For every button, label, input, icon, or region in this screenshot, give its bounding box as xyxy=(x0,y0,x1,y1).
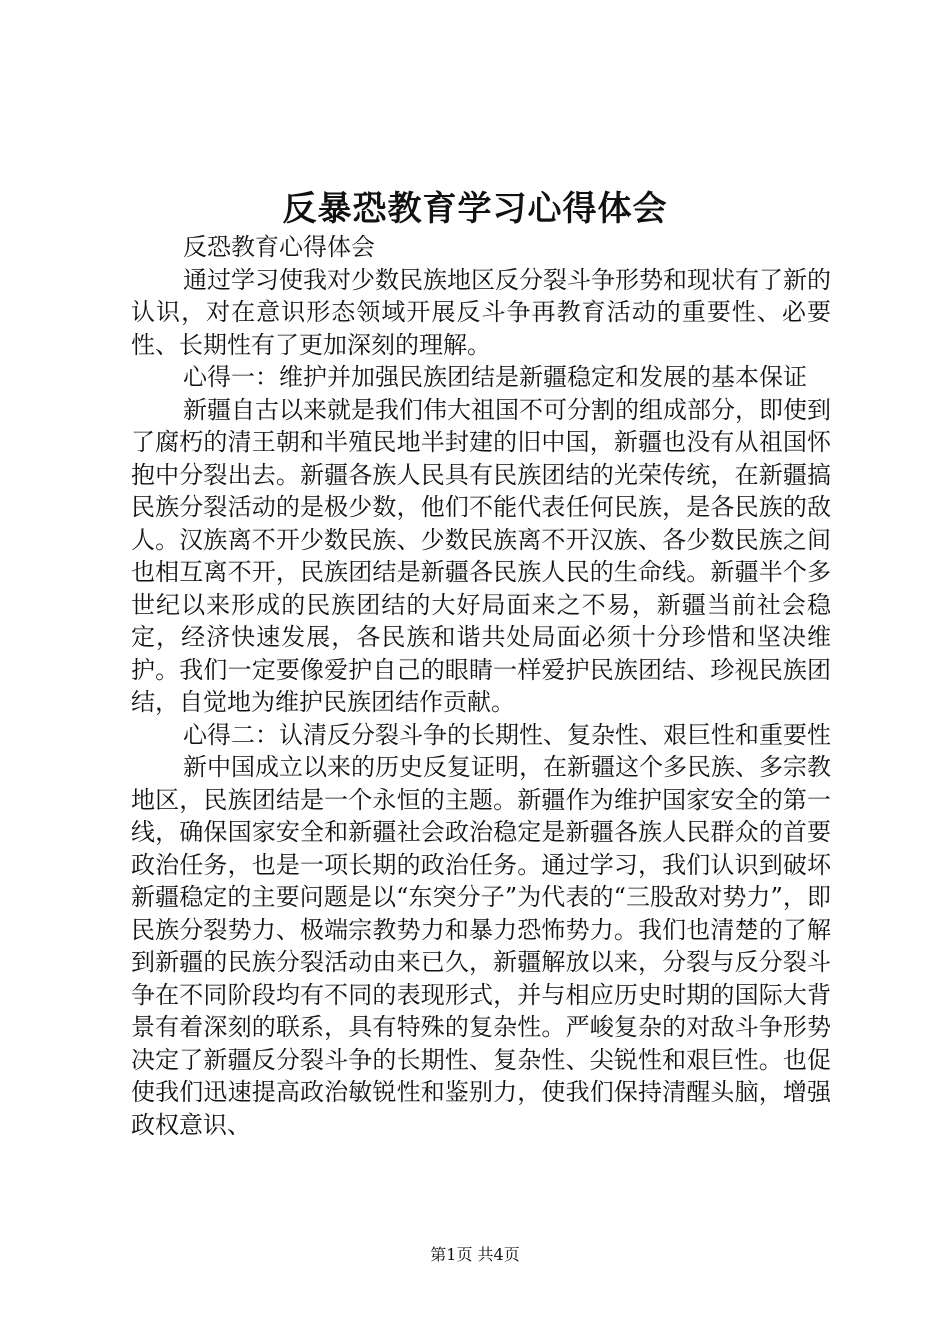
paragraph-body-2: 新中国成立以来的历史反复证明，在新疆这个多民族、多宗教地区，民族团结是一个永恒的主题。新疆作为维护国家安全的第一线，确保国家安全和新疆社会政治稳定是新疆各族人民群众的首要政治任务，也是一项长期的政治任务。通过学习，我们认识到破坏新疆稳定的主要问题是以“东突分子”为代表的“三股敌对势力”，即民族分裂势力、极端宗教势力和暴力恐怖势力。我们也清楚的了解到新疆的民族分裂活动由来已久，新疆解放以来，分裂与反分裂斗争在不同阶段均有不同的表现形式，并与相应历史时期的国际大背景有着深刻的联系，具有特殊的复杂性。严峻复杂的对敌斗争形势决定了新疆反分裂斗争的长期性、复杂性、尖锐性和艰巨性。也促使我们迅速提高政治敏锐性和鉴别力，使我们保持清醒头脑，增强政权意识、 xyxy=(131,753,831,1139)
paragraph-body-1: 新疆自古以来就是我们伟大祖国不可分割的组成部分，即使到了腐朽的清王朝和半殖民地半封建的旧中国，新疆也没有从祖国怀抱中分裂出去。新疆各族人民具有民族团结的光荣传统，在新疆搞民族分裂活动的是极少数，他们不能代表任何民族，是各民族的敌人。汉族离不开少数民族、少数民族离不开汉族、各少数民族之间也相互离不开，民族团结是新疆各民族人民的生命线。新疆半个多世纪以来形成的民族团结的大好局面来之不易，新疆当前社会稳定，经济快速发展，各民族和谐共处局面必须十分珍惜和坚决维护。我们一定要像爱护自己的眼睛一样爱护民族团结、珍视民族团结，自觉地为维护民族团结作贡献。 xyxy=(131,395,831,716)
document-body xyxy=(131,231,831,1141)
document-title: 反暴恐教育学习心得体会 xyxy=(282,189,668,229)
paragraph-subtitle: 反恐教育心得体会 xyxy=(183,233,375,261)
paragraph-intro: 通过学习使我对少数民族地区反分裂斗争形势和现状有了新的认识，对在意识形态领域开展反斗争再教育活动的重要性、必要性、长期性有了更加深刻的理解。 xyxy=(131,265,831,359)
page-number-footer: 第1页 共4页 xyxy=(430,1245,520,1264)
paragraph-heading-1: 心得一：维护并加强民族团结是新疆稳定和发展的基本保证 xyxy=(183,363,807,391)
paragraph-heading-2: 心得二：认清反分裂斗争的长期性、复杂性、艰巨性和重要性 xyxy=(183,720,831,749)
